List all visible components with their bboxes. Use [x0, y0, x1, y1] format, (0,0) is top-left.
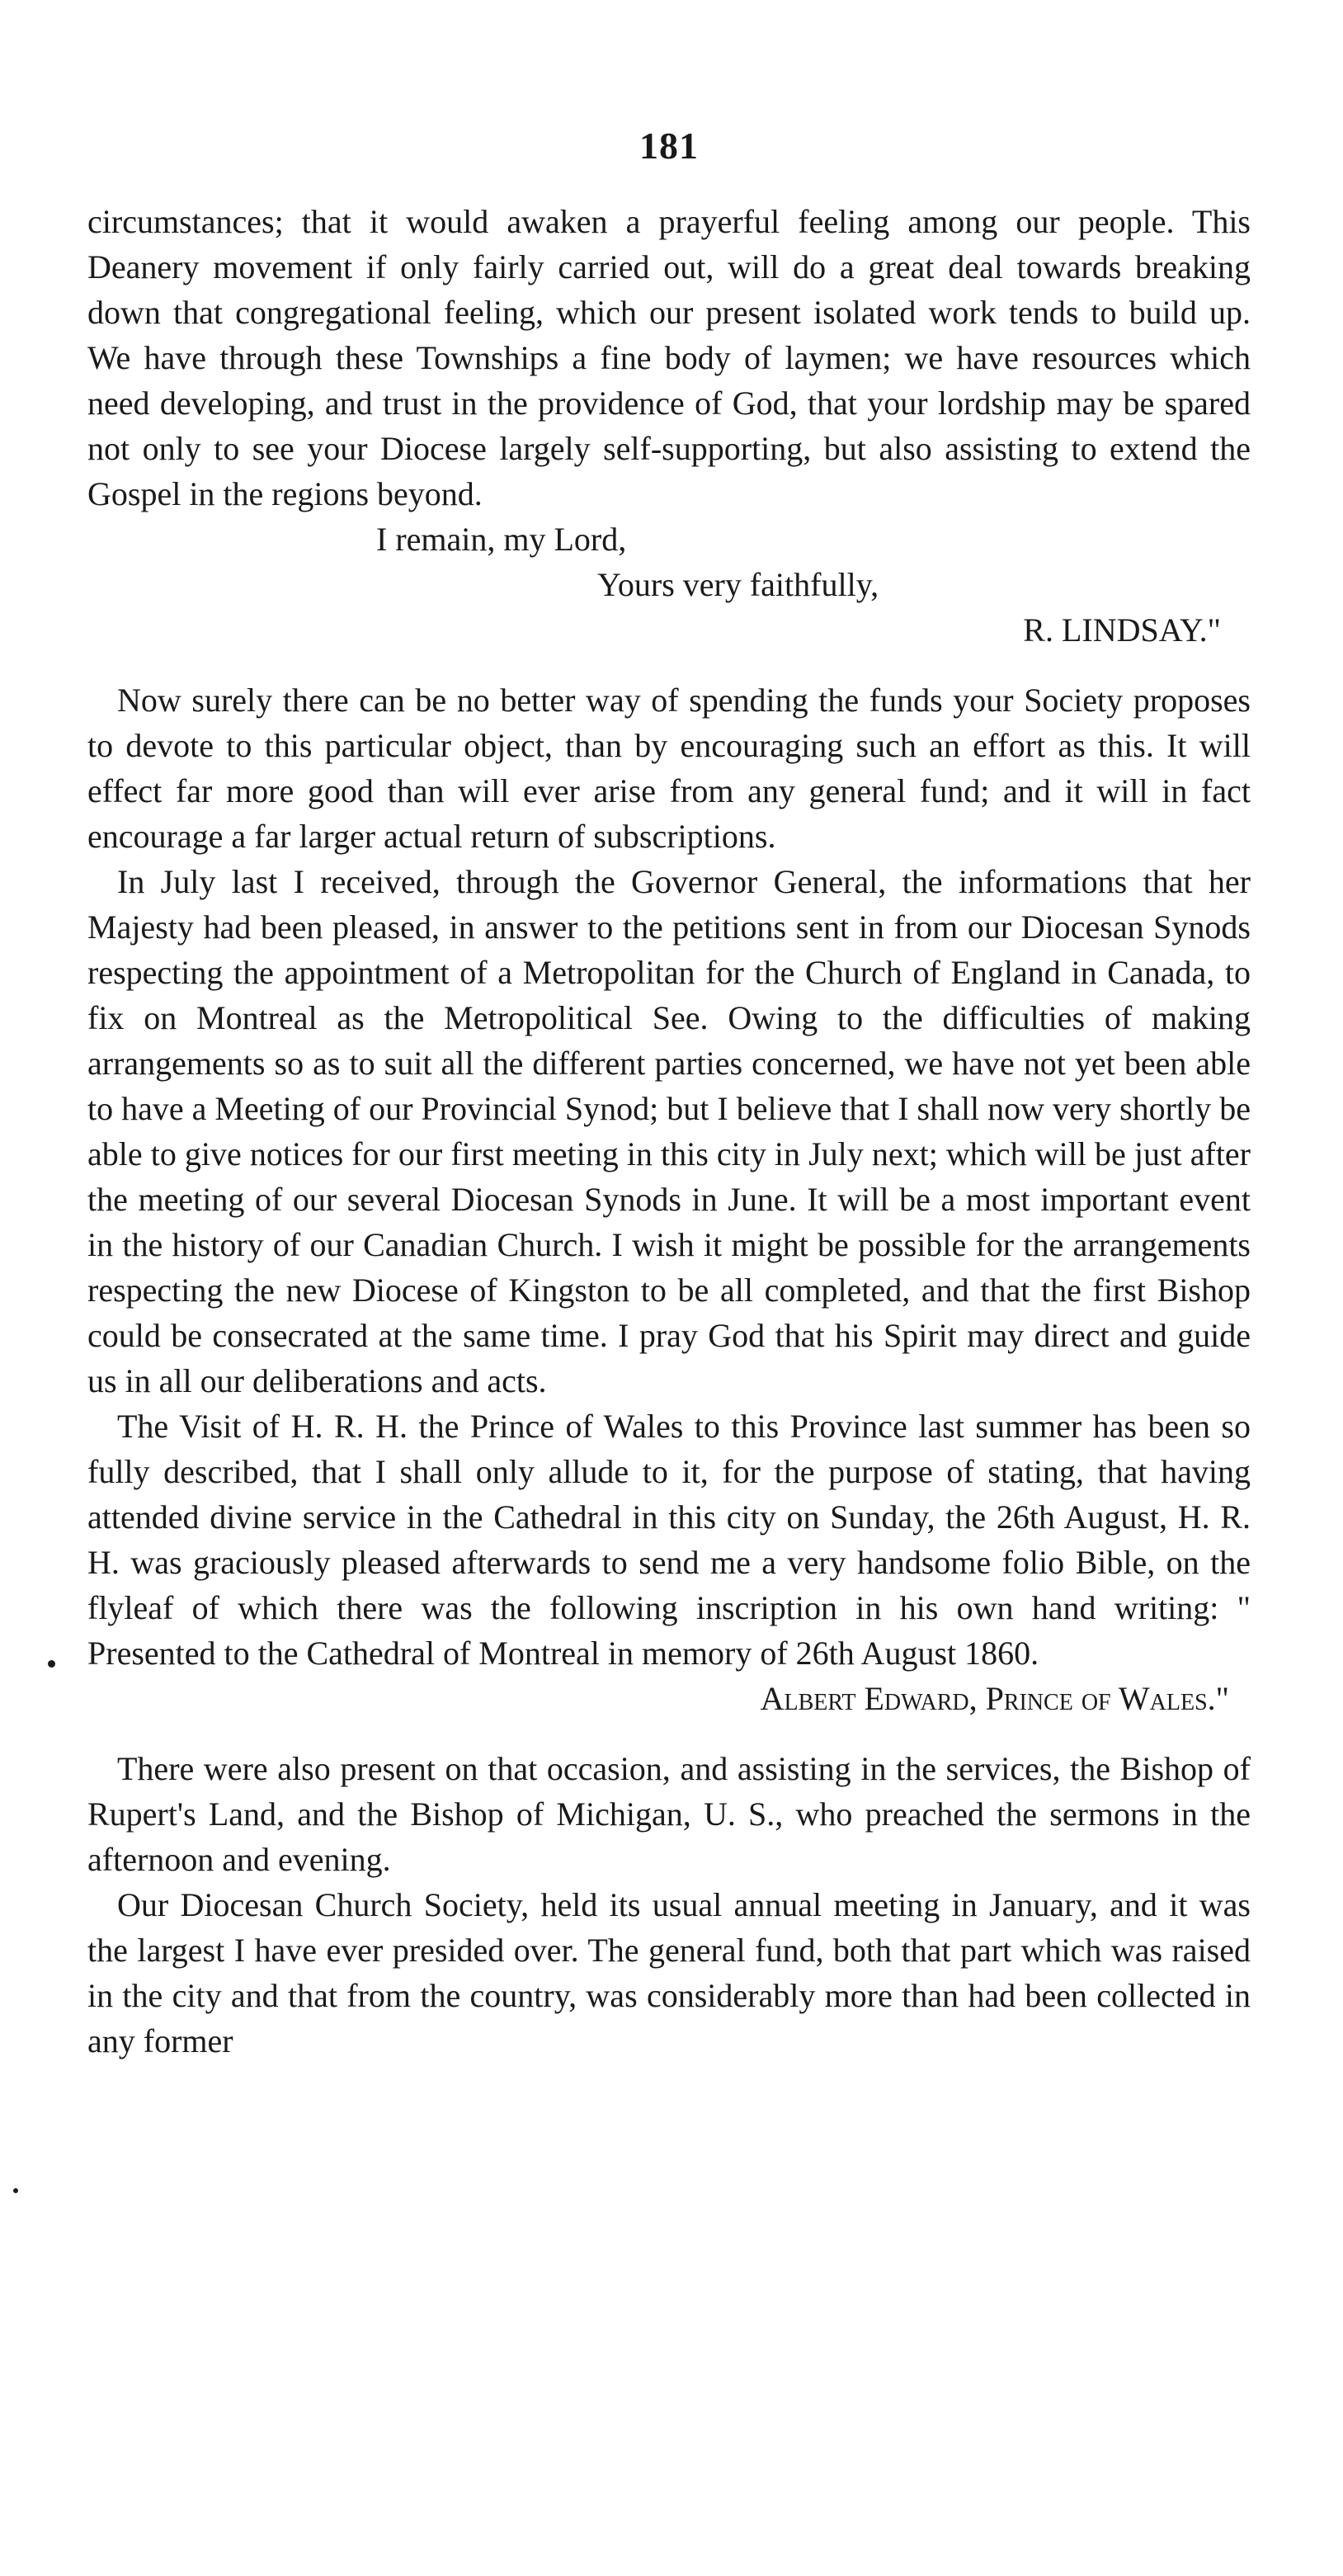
paragraph-funds: Now surely there can be no better way of spending the funds your Society proposes to devote to this particular object, than by encouraging such an effort as this. It will effect far more good than will ever arise from any general fund; and it will in fact encourage a far larger actual return of subscriptions. — [87, 682, 1251, 855]
letter-closing-remain: I remain, my Lord, — [376, 521, 627, 558]
letter-closing-yours: Yours very faithfully, — [597, 566, 879, 603]
page-number: 181 — [639, 125, 699, 167]
page — [87, 124, 1251, 2064]
paragraph-prince-visit: The Visit of H. R. H. the Prince of Wales to this Province last summer has been so fully described, that I shall only allude to it, for the purpose of stating, that having attended divine service in the Cathedral in this city on Sunday, the 26th August, H. R. H. was graciously pleased afterwards to send me a very handsome folio Bible, on the flyleaf of which there was the following inscription in his own hand writing: " Presented to the Cathedral of Montreal in memory of 26th August 1860. — [87, 1408, 1251, 1672]
letter-signature: R. LINDSAY." — [1023, 611, 1221, 649]
inscription-signature: Albert Edward, Prince of Wales." — [760, 1680, 1229, 1717]
paragraph-letter-body: circumstances; that it would awaken a prayerful feeling among our people. This Deanery movement if only fairly carried out, will do a great deal towards breaking down that congregational feeling, which our present isolated work tends to build up. We have through these Townships a fine body of laymen; we have resources which need developing, and trust in the providence of God, that your lordship may be spared not only to see your Diocese largely self-supporting, but also assisting to extend the Gospel in the regions beyond. — [87, 203, 1251, 512]
margin-ink-dot — [13, 2188, 18, 2193]
paragraph-church-society: Our Diocesan Church Society, held its usual annual meeting in January, and it was the largest I have ever presided over. The general fund, both that part which was raised in the city and that from the country, was considerably more than had been collected in any former — [87, 1886, 1251, 2059]
margin-ink-dot — [48, 1660, 55, 1668]
paragraph-bishops-present: There were also present on that occasion, and assisting in the services, the Bishop of Rupert's Land, and the Bishop of Michigan, U. S., who preached the sermons in the afternoon and evening. — [87, 1750, 1251, 1878]
paragraph-metropolitan: In July last I received, through the Governor General, the informations that her Majesty had been pleased, in answer to the petitions sent in from our Diocesan Synods respecting the appointment of a Metropolitan for the Church of England in Canada, to fix on Montreal as the Metropolitical See. Owing to the difficulties of making arrangements so as to suit all the different parties concerned, we have not yet been able to have a Meeting of our Provincial Synod; but I believe that I shall now very shortly be able to give notices for our first meeting in this city in July next; which will be just after the meeting of our several Diocesan Synods in June. It will be a most important event in the history of our Canadian Church. I wish it might be possible for the arrangements respecting the new Diocese of Kingston to be all completed, and that the first Bishop could be consecrated at the same time. I pray God that his Spirit may direct and guide us in all our deliberations and acts. — [87, 863, 1251, 1399]
